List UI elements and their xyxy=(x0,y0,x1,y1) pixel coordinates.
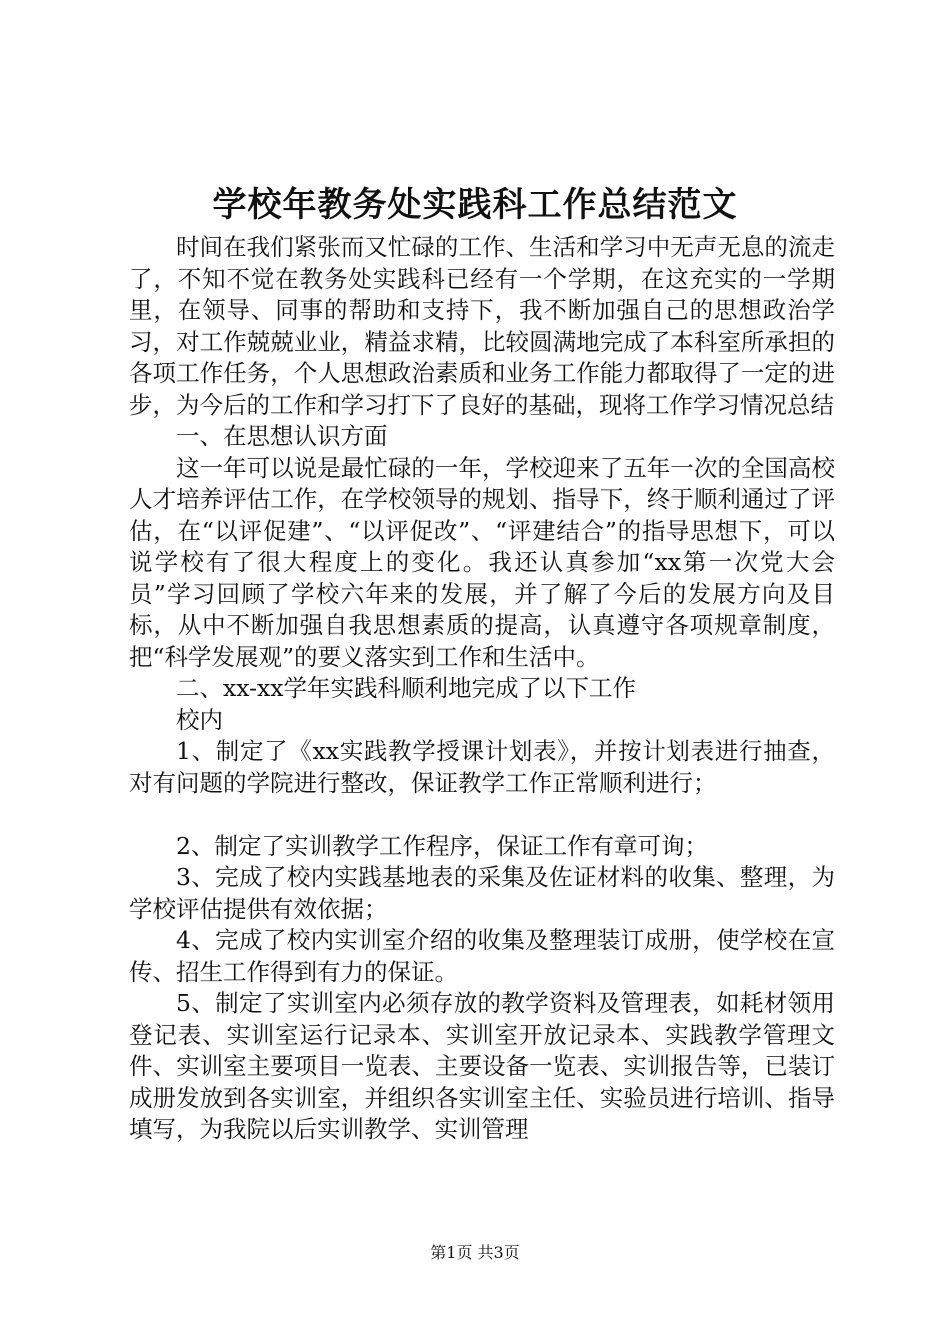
thought-paragraph: 这一年可以说是最忙碌的一年，学校迎来了五年一次的全国高校人才培养评估工作，在学校领导的规划、指导下，终于顺利通过了评估，在“以评促建”、“以评促改”、“评建结合”的指导思想下，可以说学校有了很大程度上的变化。我还认真参加“xx第一次党大会员”学习回顾了学校六年来的发展，并了解了今后的发展方向及目标，从中不断加强自我思想素质的提高，认真遵守各项规章制度，把“科学发展观”的要义落实到工作和生活中。 xyxy=(129,453,835,671)
document-title: 学校年教务处实践科工作总结范文 xyxy=(212,185,738,225)
work-item-1: 1、制定了《xx实践教学授课计划表》，并按计划表进行抽查，对有问题的学院进行整改，保证教学工作正常顺利进行； xyxy=(129,737,835,797)
document-body xyxy=(129,232,835,1146)
work-item-4: 4、完成了校内实训室介绍的收集及整理装订成册，使学校在宣传、招生工作得到有力的保证。 xyxy=(129,926,835,986)
section-heading-work: 二、xx-xx学年实践科顺利地完成了以下工作 xyxy=(176,674,637,702)
subheading-on-campus: 校内 xyxy=(176,705,223,734)
work-item-3: 3、完成了校内实践基地表的采集及佐证材料的收集、整理，为学校评估提供有效依据； xyxy=(129,863,835,923)
work-item-2: 2、制定了实训教学工作程序，保证工作有章可询； xyxy=(176,831,708,860)
blank-line xyxy=(129,799,835,831)
section-heading-thought: 一、在思想认识方面 xyxy=(176,422,388,450)
work-item-5: 5、制定了实训室内必须存放的教学资料及管理表，如耗材领用登记表、实训室运行记录本、实训室开放记录本、实践教学管理文件、实训室主要项目一览表、主要设备一览表、实训报告等，已装订成册发放到各实训室，并组织各实训室主任、实验员进行培训、指导填写，为我院以后实训教学、实训管理 xyxy=(129,989,835,1143)
intro-paragraph: 时间在我们紧张而又忙碌的工作、生活和学习中无声无息的流走了，不知不觉在教务处实践科已经有一个学期，在这充实的一学期里，在领导、同事的帮助和支持下，我不断加强自己的思想政治学习，对工作兢兢业业，精益求精，比较圆满地完成了本科室所承担的各项工作任务，个人思想政治素质和业务工作能力都取得了一定的进步，为今后的工作和学习打下了良好的基础，现将工作学习情况总结 xyxy=(129,233,835,419)
page-number-footer: 第1页 共3页 xyxy=(430,1243,520,1262)
